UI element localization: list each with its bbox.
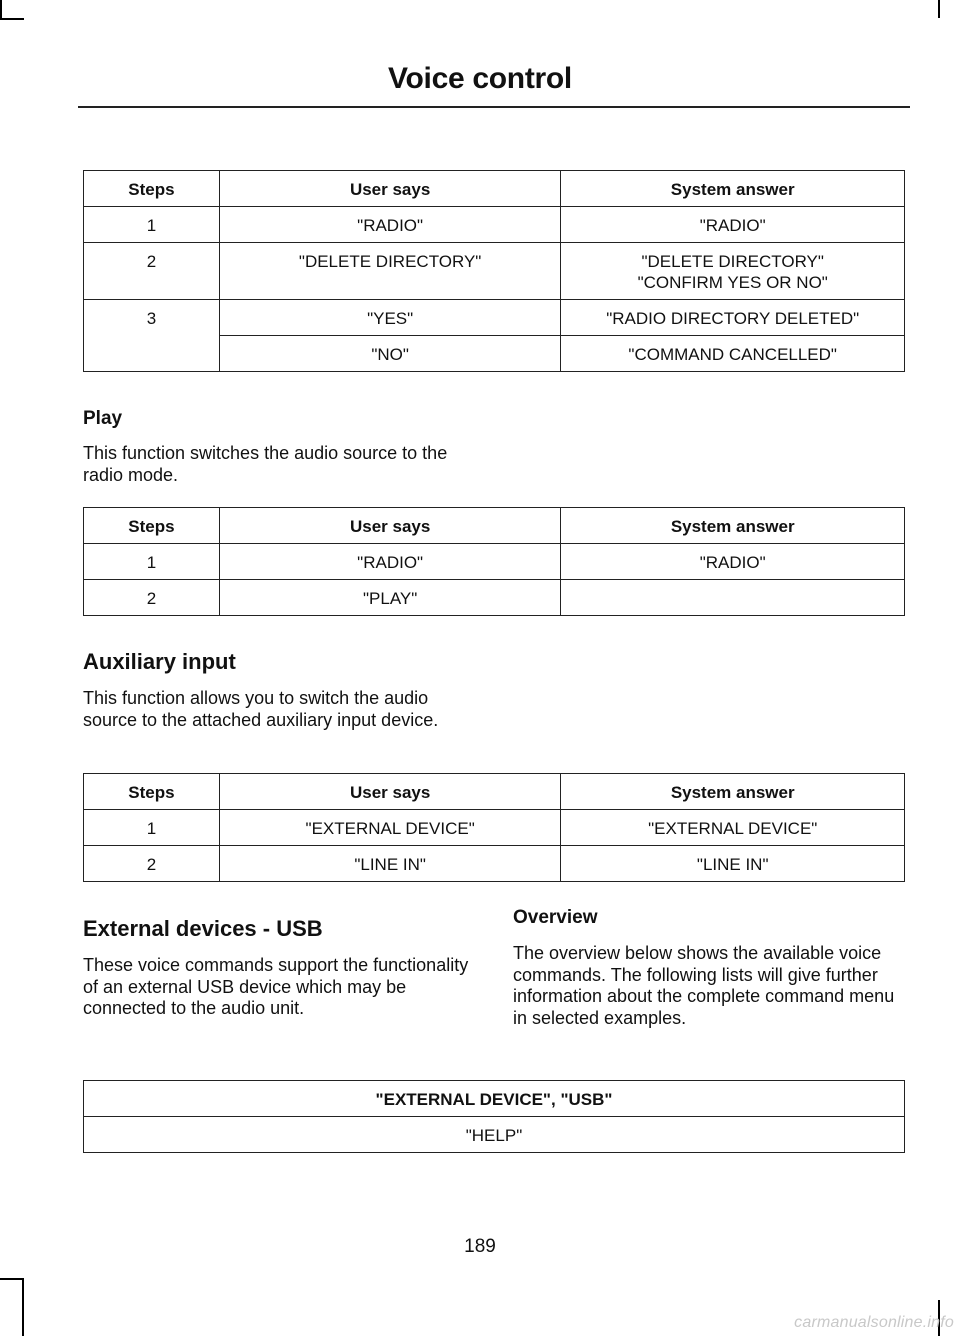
auxiliary-input-table xyxy=(83,773,905,882)
user-says-cell: "RADIO" xyxy=(219,544,561,580)
radio-directory-delete-table xyxy=(83,170,905,372)
column-header-system-answer: System answer xyxy=(561,774,905,810)
crop-mark xyxy=(0,0,2,18)
system-answer-cell: "LINE IN" xyxy=(561,846,905,882)
overview-heading: Overview xyxy=(513,907,598,928)
user-says-cell: "PLAY" xyxy=(219,580,561,616)
user-says-cell: "EXTERNAL DEVICE" xyxy=(219,810,561,846)
user-says-cell: "DELETE DIRECTORY" xyxy=(219,243,561,300)
column-header-steps: Steps xyxy=(84,171,220,207)
column-header-user-says: User says xyxy=(219,171,561,207)
column-header-system-answer: System answer xyxy=(561,508,905,544)
user-says-cell: "RADIO" xyxy=(219,207,561,243)
user-says-cell: "YES" xyxy=(219,300,561,336)
column-header-steps: Steps xyxy=(84,508,220,544)
crop-mark xyxy=(22,1278,24,1336)
page-number: 189 xyxy=(464,1236,496,1257)
system-answer-cell xyxy=(561,580,905,616)
external-devices-usb-heading: External devices - USB xyxy=(83,916,323,941)
table-row xyxy=(84,846,905,882)
column-header-user-says: User says xyxy=(219,774,561,810)
table-header-row xyxy=(84,508,905,544)
table-row xyxy=(84,207,905,243)
step-cell: 1 xyxy=(84,810,220,846)
overview-description: The overview below shows the available voice commands. The following lists will give further information about the complete command menu in selected examples. xyxy=(513,943,895,1028)
system-answer-line: "CONFIRM YES OR NO" xyxy=(637,273,828,292)
table-header-row xyxy=(84,171,905,207)
table-header-row xyxy=(84,774,905,810)
user-says-cell: "LINE IN" xyxy=(219,846,561,882)
table-row xyxy=(84,300,905,336)
header-divider xyxy=(78,106,910,108)
step-cell: 1 xyxy=(84,207,220,243)
table-row xyxy=(84,544,905,580)
crop-mark xyxy=(0,1278,24,1280)
system-answer-cell xyxy=(561,243,905,300)
step-cell: 2 xyxy=(84,580,220,616)
step-cell: 2 xyxy=(84,846,220,882)
crop-mark xyxy=(938,0,940,18)
play-table xyxy=(83,507,905,616)
watermark: carmanualsonline.info xyxy=(794,1314,954,1331)
auxiliary-input-description: This function allows you to switch the audio source to the attached auxiliary input device. xyxy=(83,688,439,730)
play-description: This function switches the audio source to the radio mode. xyxy=(83,443,448,485)
auxiliary-input-heading: Auxiliary input xyxy=(83,649,236,674)
system-answer-cell: "RADIO" xyxy=(561,544,905,580)
step-cell: 3 xyxy=(84,300,220,372)
column-header-system-answer: System answer xyxy=(561,171,905,207)
page-title: Voice control xyxy=(388,62,572,95)
column-header-external-device-usb: "EXTERNAL DEVICE", "USB" xyxy=(84,1081,905,1117)
table-row xyxy=(84,243,905,300)
system-answer-cell: "COMMAND CANCELLED" xyxy=(561,336,905,372)
table-row xyxy=(84,810,905,846)
table-row xyxy=(84,580,905,616)
system-answer-cell: "EXTERNAL DEVICE" xyxy=(561,810,905,846)
user-says-cell: "NO" xyxy=(219,336,561,372)
step-cell: 2 xyxy=(84,243,220,300)
crop-mark xyxy=(0,18,24,20)
system-answer-line: "DELETE DIRECTORY" xyxy=(641,252,824,271)
table-row xyxy=(84,1117,905,1153)
system-answer-cell: "RADIO" xyxy=(561,207,905,243)
command-cell: "HELP" xyxy=(84,1117,905,1153)
play-heading: Play xyxy=(83,408,123,429)
column-header-user-says: User says xyxy=(219,508,561,544)
column-header-steps: Steps xyxy=(84,774,220,810)
table-header-row xyxy=(84,1081,905,1117)
step-cell: 1 xyxy=(84,544,220,580)
external-devices-usb-description: These voice commands support the functionality of an external USB device which may be connected to the audio unit. xyxy=(83,955,469,1018)
usb-commands-table xyxy=(83,1080,905,1153)
system-answer-cell: "RADIO DIRECTORY DELETED" xyxy=(561,300,905,336)
